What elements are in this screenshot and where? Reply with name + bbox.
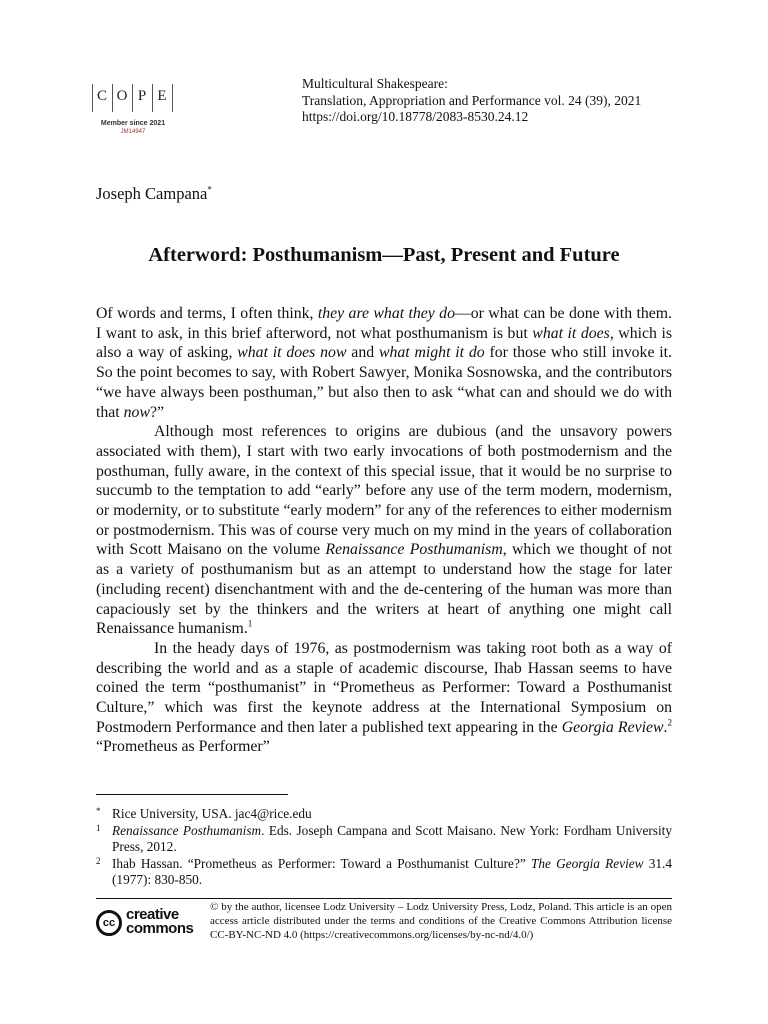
- journal-header: [302, 76, 722, 126]
- footnote-text: Rice University, USA. jac4@rice.edu: [112, 806, 312, 821]
- footnote-ref-1[interactable]: 1: [247, 618, 253, 629]
- cc-word-creative: creative: [126, 906, 179, 923]
- text: Of words and terms, I often think,: [96, 305, 318, 322]
- text: .: [663, 718, 668, 736]
- article-title: Afterword: Posthumanism—Past, Present and Future: [148, 244, 620, 266]
- text: ?”: [149, 403, 165, 421]
- paragraph-1: [96, 304, 672, 422]
- creative-commons-logo: [96, 908, 204, 942]
- cc-word-commons: commons: [126, 920, 194, 937]
- footnote-separator: [96, 794, 288, 795]
- text: and: [346, 344, 379, 362]
- emphasis: what might it do: [378, 344, 485, 362]
- emphasis: they are what they do: [317, 305, 455, 322]
- cope-letter-e: E: [157, 88, 167, 104]
- cope-member-since: Member since 2021: [100, 120, 166, 127]
- text: —or what can be done with them. I want to ask, in this brief afterword, not what posthumanism is but: [96, 305, 673, 342]
- footnote-italic: The Georgia Review: [530, 855, 644, 871]
- footnote-text: . Eds. Joseph Campana and Scott Maisano. New York: Fordham University Press, 2012.: [112, 822, 672, 854]
- author-name: Joseph Campana: [96, 184, 208, 203]
- journal-title: Georgia Review: [561, 718, 664, 736]
- journal-volume: Translation, Appropriation and Performance vol. 24 (39), 2021: [302, 92, 642, 108]
- footnote-mark: 2: [96, 855, 101, 866]
- license-text: © by the author, licensee Lodz University – Lodz University Press, Lodz, Poland. This article is an open access article distributed under the terms and conditions of the Creative Commons Attribution license CC-BY-NC-ND 4.0 (https://creativecommons.org/licenses/by-nc-nd/4.0/): [210, 901, 672, 941]
- cope-letter-o: O: [116, 88, 128, 104]
- journal-doi-link[interactable]: https://doi.org/10.18778/2083-8530.24.12: [302, 109, 529, 124]
- author-line: [96, 184, 212, 204]
- footnote-ref-2[interactable]: 2: [667, 717, 672, 728]
- footnote-2: [96, 856, 672, 889]
- emphasis: what it does now: [237, 344, 347, 362]
- paragraph-2: [96, 422, 672, 639]
- paragraph-3: [96, 639, 672, 757]
- emphasis: now: [123, 403, 150, 421]
- emphasis: what it does: [532, 324, 610, 342]
- cope-logo: [92, 76, 174, 138]
- cc-icon: cc: [96, 910, 122, 936]
- text: Although most references to origins are dubious (and the unsavory powers associated with them), I start with two early invocations of both postmodernism and the posthuman, fully aware, in the context of this special issue, that it would be no surprise to succumb to the temptation to add “early” before any use of the term modern, modernism, or modernity, or to substitute “early modern” for any of the references to either modernism or postmodernism. This was of course very much on my mind in the years of collaboration with Scott Maisano on the volume: [96, 423, 672, 559]
- cc-wordmark: [126, 908, 193, 936]
- text: , which we thought of not as a variety of posthumanism but as an attempt to understand how the stage for later (including recent) disenchantment with and the de-centering of the human was more than capaciously set by the thinkers and the writers at heart of anything one might call Renaissance humanism.: [96, 541, 672, 638]
- footnote-text: 31.4 (1977): 830-850.: [112, 855, 673, 887]
- license-separator: [96, 898, 672, 899]
- footnote-mark: *: [96, 806, 101, 816]
- footnote-affiliation: [96, 806, 672, 823]
- book-title: Renaissance Posthumanism: [325, 541, 503, 559]
- journal-name: Multicultural Shakespeare:: [302, 76, 448, 91]
- text: for those who still invoke it. So the point becomes to say, with Robert Sawyer, Monika Sosnowska, and the contributors “we have always been posthuman,” but also then to ask “what can and should we do with that: [96, 344, 672, 421]
- author-footnote-mark: *: [207, 184, 212, 195]
- cope-letters: [92, 84, 174, 112]
- footnote-mark: 1: [96, 822, 101, 833]
- footnote-text: Ihab Hassan. “Prometheus as Performer: Toward a Posthumanist Culture?”: [112, 855, 531, 871]
- footnotes: [96, 806, 672, 889]
- article-body: [96, 304, 672, 757]
- cope-member-id: JM14947: [120, 129, 146, 135]
- footnote-italic: Renaissance Posthumanism: [112, 822, 262, 838]
- cope-letter-p: P: [137, 88, 147, 104]
- text: , which is also a way of asking,: [96, 324, 672, 362]
- text: “Prometheus as Performer”: [96, 738, 270, 756]
- text: In the heady days of 1976, as postmodernism was taking root both as a way of describing the world and as a staple of academic discourse, Ihab Hassan seems to have coined the term “posthumanist” in “Prometheus as Performer: Toward a Posthumanist Culture,” which was first the keynote address at the International Symposium on Postmodern Performance and then later a published text appearing in the: [96, 639, 672, 736]
- footnote-1: [96, 823, 672, 856]
- cope-letter-c: C: [96, 88, 107, 104]
